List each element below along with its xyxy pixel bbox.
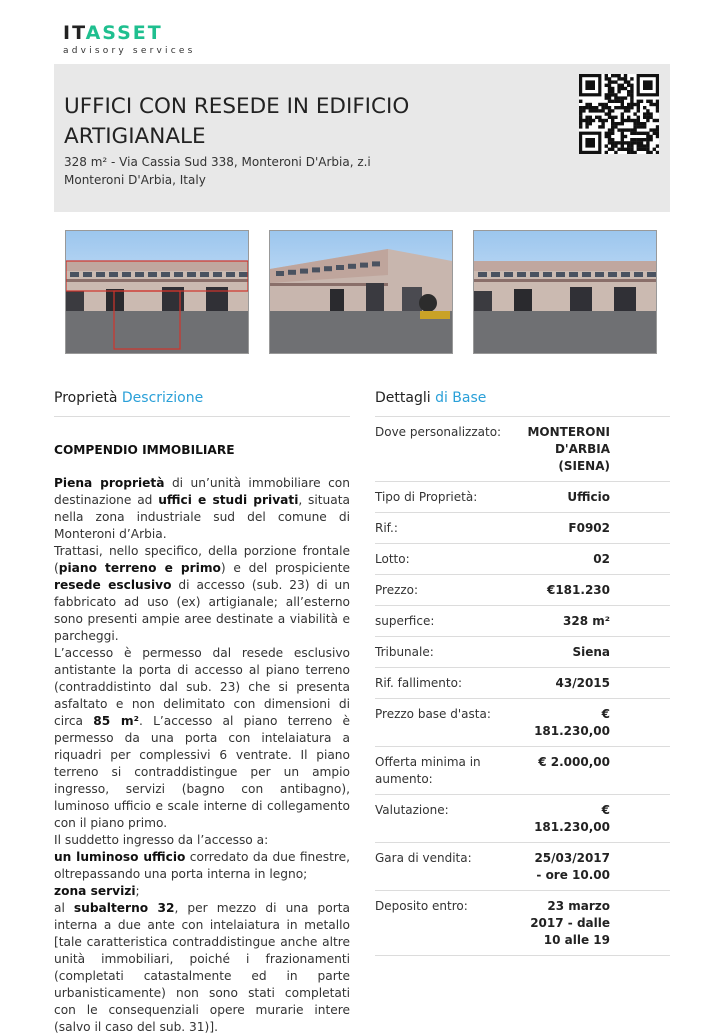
details-label: Dove personalizzato: [375,417,527,482]
details-label: Rif.: [375,513,527,544]
details-label: Gara di vendita: [375,843,527,891]
description-paragraph: al subalterno 32, per mezzo di una porta interna a due ante con intelaiatura in metallo [tale caratteristica contraddistingue anche altre unità immobiliari, poiché i frazionamenti (completati catastalmente ed in parte urbanisticamente) non sono stati completati con le consequenziali opere murarie intere (salvo il caso del sub. 31)]. [54,901,350,1034]
details-value: 328 m² [527,606,670,637]
details-value: € 181.230,00 [527,699,670,747]
details-value: F0902 [527,513,670,544]
description-heading-plain: Proprietà [54,390,118,406]
listing-address [64,153,484,189]
details-heading [375,388,670,417]
details-row [375,544,670,575]
brand-logo[interactable] [63,24,195,56]
description-paragraph: Piena proprietà di un’unità immobiliare con destinazione ad uffici e studi privati, situata nella zona industriale sud del comune di Monteroni d’Arbia. [54,476,350,541]
property-photo-2[interactable] [269,230,453,354]
details-heading-plain: Dettagli [375,390,431,406]
details-row [375,637,670,668]
details-value: Siena [527,637,670,668]
details-row [375,668,670,699]
details-value: 23 marzo 2017 - dalle 10 alle 19 [527,891,670,956]
details-value: Ufficio [527,482,670,513]
logo-asset: ASSET [85,22,163,44]
description-paragraph: L’accesso è permesso dal resede esclusivo antistante la porta di accesso al piano terreno (contraddistinto dal sub. 23) che si presenta asfaltato e non delimitato con dimensioni di circa 85 m². L’accesso al piano terreno è permesso da una porta con intelaiatura a riquadri per complessivi 6 ventrate. Il piano terreno si contraddistingue per un ampio ingresso, servizi (bagno con antibagno), luminoso ufficio e scale interne di collegamento con il piano primo. [54,646,350,830]
details-row [375,891,670,956]
details-label: Deposito entro: [375,891,527,956]
details-heading-accent: di Base [435,390,487,406]
details-value: 25/03/2017 - ore 10.00 [527,843,670,891]
details-label: Lotto: [375,544,527,575]
details-row [375,482,670,513]
details-value: MONTERONI D'ARBIA (SIENA) [527,417,670,482]
description-paragraph: un luminoso ufficio corredato da due finestre, oltrepassando una porta interna in legno; [54,850,351,881]
logo-wordmark [63,24,195,43]
listing-header [54,64,670,212]
details-value: € 181.230,00 [527,795,670,843]
details-row [375,795,670,843]
details-label: Prezzo: [375,575,527,606]
details-label: superfice: [375,606,527,637]
description-paragraph: Il suddetto ingresso da l’accesso a: [54,833,269,847]
details-row [375,843,670,891]
description-heading-accent: Descrizione [121,390,204,406]
details-row [375,699,670,747]
details-label: Tipo di Proprietà: [375,482,527,513]
details-value: 02 [527,544,670,575]
description-paragraph: Trattasi, nello specifico, della porzione frontale (piano terreno e primo) e del prospiciente resede esclusivo di accesso (sub. 23) di un fabbricato ad uso (ex) artigianale; all’esterno sono presenti ampie aree destinate a viabilità e parcheggi. [54,544,350,643]
logo-tagline: advisory services [63,46,196,56]
details-row [375,417,670,482]
page-title: UFFICI CON RESEDE IN EDIFICIO ARTIGIANALE [64,94,410,149]
description-section [54,388,350,1036]
details-section [375,388,670,956]
details-label: Rif. fallimento: [375,668,527,699]
details-row [375,513,670,544]
address-line-2: Monteroni D'Arbia, Italy [64,173,206,187]
description-title: COMPENDIO IMMOBILIARE [54,443,235,457]
property-photo-3[interactable] [473,230,657,354]
description-body [54,442,350,1036]
qr-code-icon [579,74,659,154]
details-row [375,747,670,795]
details-table [375,417,670,956]
details-row [375,606,670,637]
description-heading [54,388,350,417]
details-value: €181.230 [527,575,670,606]
details-label: Offerta minima in aumento: [375,747,527,795]
details-label: Tribunale: [375,637,527,668]
details-label: Prezzo base d'asta: [375,699,527,747]
details-value: € 2.000,00 [527,747,670,795]
logo-it: IT [63,22,86,44]
details-row [375,575,670,606]
property-photo-1[interactable] [65,230,249,354]
description-paragraph: zona servizi; [54,884,140,898]
address-line-1: 328 m² - Via Cassia Sud 338, Monteroni D'Arbia, z.i [64,155,371,169]
details-label: Valutazione: [375,795,527,843]
details-value: 43/2015 [527,668,670,699]
